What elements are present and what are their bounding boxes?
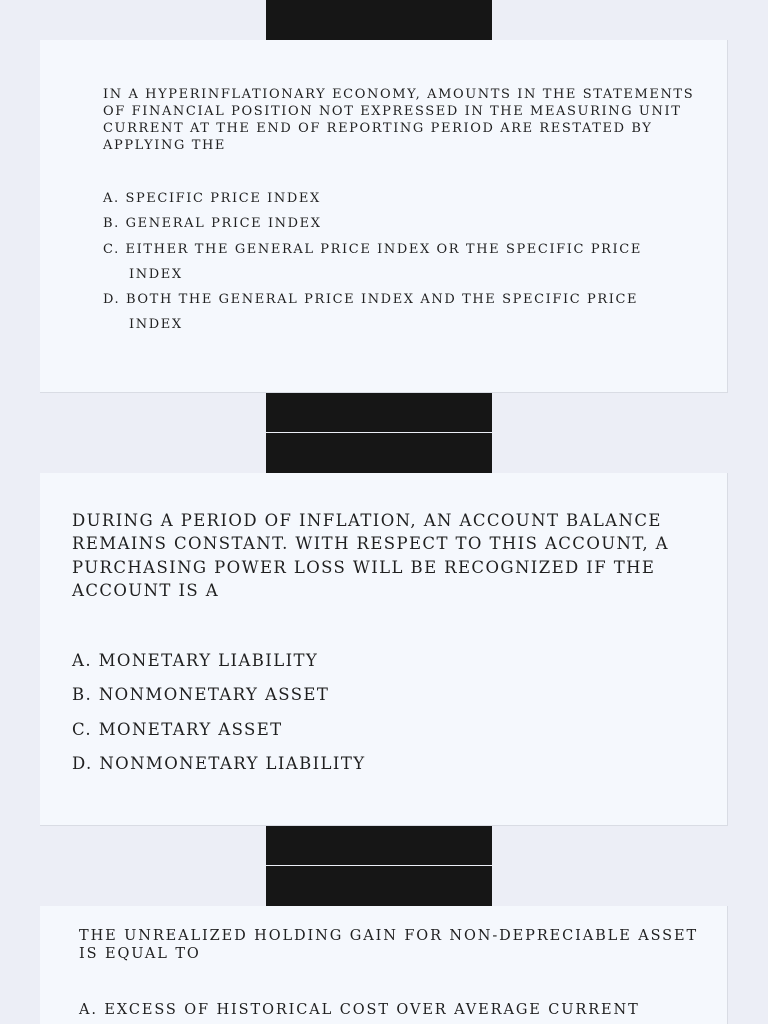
- options-list: [72, 644, 366, 781]
- slide-tab-bottom-2: [266, 825, 492, 865]
- option-c: C. EITHER THE GENERAL PRICE INDEX OR THE SPECIFIC PRICE INDEX: [103, 241, 642, 282]
- option-a: A. EXCESS OF HISTORICAL COST OVER AVERAGE CURRENT: [79, 1002, 640, 1018]
- slide-tab-bottom-1: [266, 392, 492, 432]
- slide-card-3: [40, 906, 728, 1024]
- slide-card-2: [40, 473, 728, 826]
- options-list: [79, 1000, 640, 1020]
- option-c: C. MONETARY ASSET: [72, 719, 283, 739]
- slide-tab-top-2: [266, 433, 492, 473]
- question-text: IN A HYPERINFLATIONARY ECONOMY, AMOUNTS IN THE STATEMENTS OF FINANCIAL POSITION NOT EXPRESSED IN THE MEASURING UNIT CURRENT AT THE END OF REPORTING PERIOD ARE RESTATED BY APPLYING THE: [103, 87, 695, 153]
- slide-tab-top-3: [266, 866, 492, 906]
- option-d: D. BOTH THE GENERAL PRICE INDEX AND THE SPECIFIC PRICE INDEX: [103, 292, 639, 333]
- slide-card-1: [40, 40, 728, 393]
- option-b: B. GENERAL PRICE INDEX: [103, 216, 322, 232]
- question-text: DURING A PERIOD OF INFLATION, AN ACCOUNT BALANCE REMAINS CONSTANT. WITH RESPECT TO THIS ACCOUNT, A PURCHASING POWER LOSS WILL BE RECOGNIZED IF THE ACCOUNT IS A: [72, 511, 669, 600]
- options-list: [103, 186, 663, 338]
- option-a: A. MONETARY LIABILITY: [72, 651, 319, 670]
- question-text: THE UNREALIZED HOLDING GAIN FOR NON-DEPRECIABLE ASSET IS EQUAL TO: [79, 928, 699, 962]
- option-d: D. NONMONETARY LIABILITY: [72, 753, 366, 773]
- option-a: A. SPECIFIC PRICE INDEX: [103, 191, 321, 206]
- option-b: B. NONMONETARY ASSET: [72, 685, 330, 705]
- slide-tab-top: [266, 0, 492, 40]
